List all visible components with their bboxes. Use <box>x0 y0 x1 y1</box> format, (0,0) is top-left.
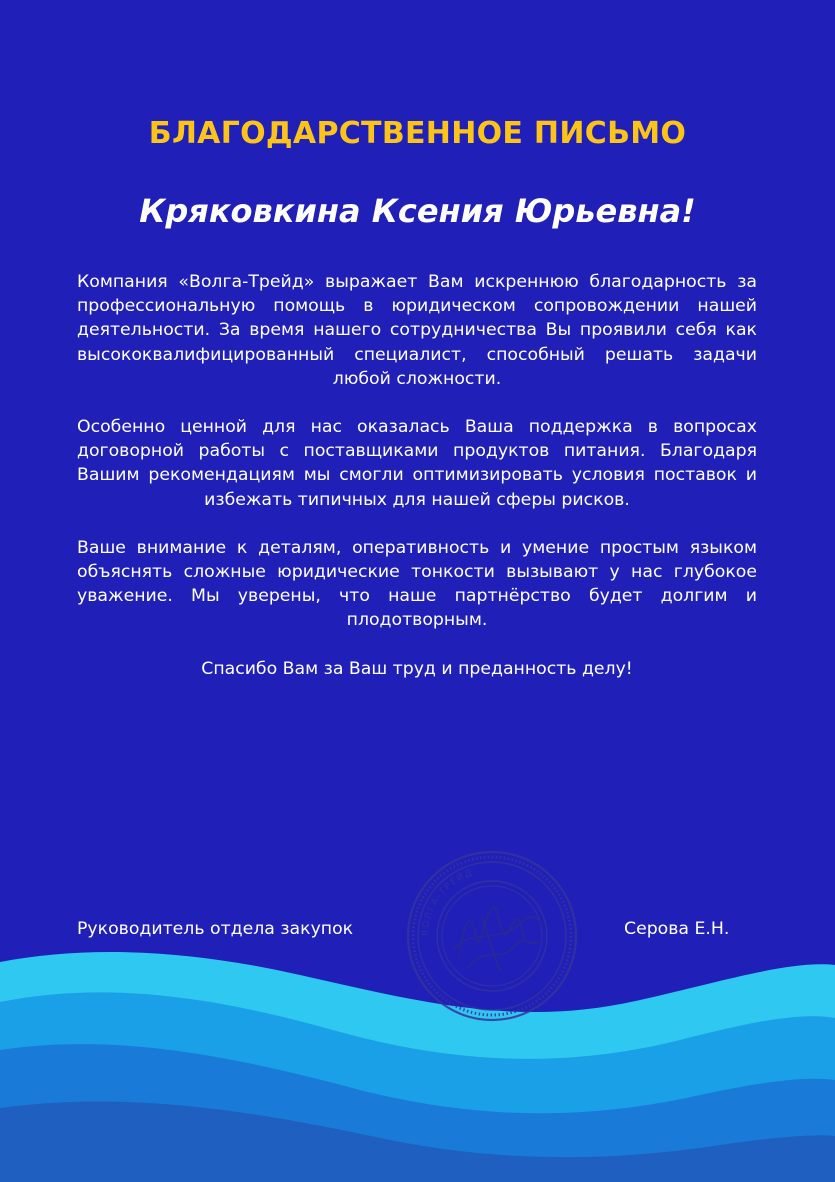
seal-ring-text: ВОЛГА-ТРЕЙД <box>420 867 475 937</box>
letter-body <box>77 270 757 681</box>
paragraph: Ваше внимание к деталям, оперативность и умение простым языком объяснять сложные юридические тонкости вызывают у нас глубокое уважение. Мы уверены, что наше партнёрство будет долгим и плодотворным. <box>77 537 757 631</box>
company-seal <box>404 848 580 1024</box>
paragraph: Компания «Волга-Трейд» выражает Вам искреннюю благодарность за профессиональную помощь в юридическом сопровождении нашей деятельности. За время нашего сотрудничества Вы проявили себя как высококвалифицированный специалист, способный решать задачи любой сложности. <box>77 272 757 389</box>
closing-line: Спасибо Вам за Ваш труд и преданность делу! <box>201 658 633 679</box>
recipient-name: Кряковкина Ксения Юрьевна! <box>139 192 696 230</box>
signature-scribble <box>454 907 542 972</box>
signatory-role: Руководитель отдела закупок <box>77 919 354 939</box>
paragraph: Особенно ценной для нас оказалась Ваша поддержка в вопросах договорной работы с поставщиками продуктов питания. Благодаря Вашим рекомендациям мы смогли оптимизировать условия поставок и избежать типичных для нашей сферы рисков. <box>77 417 757 510</box>
signatory-name: Серова Е.Н. <box>624 919 730 939</box>
letter-title: БЛАГОДАРСТВЕННОЕ ПИСЬМО <box>148 116 687 151</box>
